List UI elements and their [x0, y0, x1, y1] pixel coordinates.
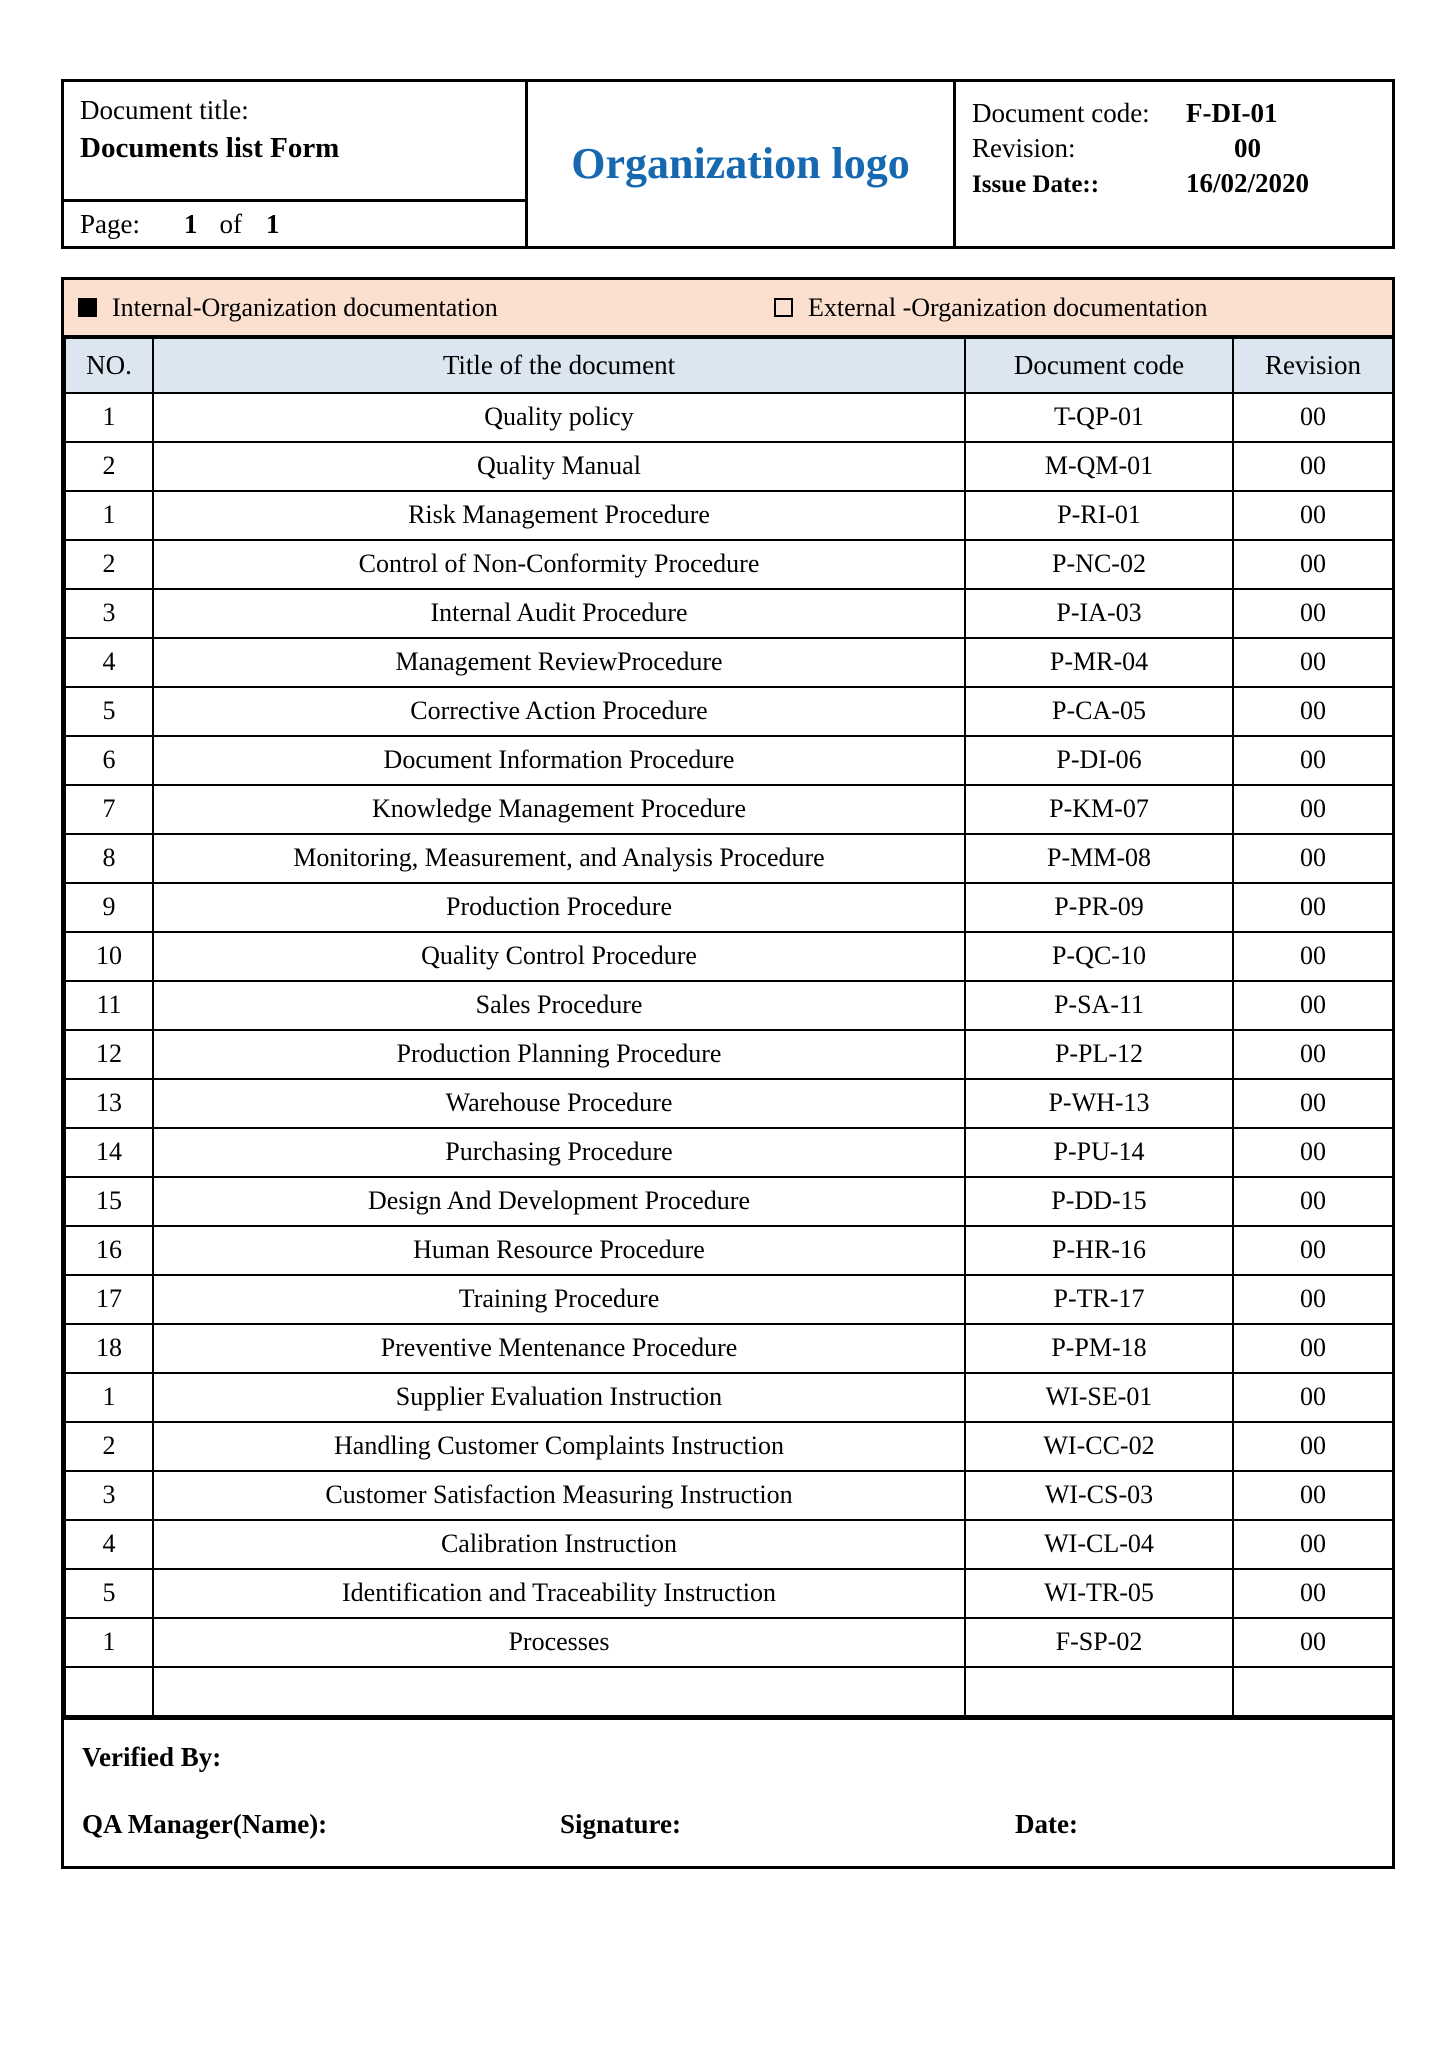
table-row [65, 1471, 1393, 1520]
row-revision: 00 [1233, 1324, 1393, 1373]
row-revision: 00 [1233, 1618, 1393, 1667]
row-revision: 00 [1233, 1030, 1393, 1079]
row-no: 3 [65, 589, 153, 638]
external-documentation-label: External -Organization documentation [808, 292, 1208, 322]
page-indicator [64, 202, 525, 246]
row-title: Internal Audit Procedure [153, 589, 965, 638]
row-title: Knowledge Management Procedure [153, 785, 965, 834]
table-row [65, 1422, 1393, 1471]
row-code: WI-SE-01 [965, 1373, 1233, 1422]
document-title-value: Documents list Form [80, 131, 340, 164]
row-code: P-HR-16 [965, 1226, 1233, 1275]
table-row [65, 638, 1393, 687]
row-revision: 00 [1233, 1275, 1393, 1324]
row-no: 14 [65, 1128, 153, 1177]
row-title: Handling Customer Complaints Instruction [153, 1422, 965, 1471]
row-no [65, 1667, 153, 1716]
table-header-row [65, 338, 1393, 393]
row-revision: 00 [1233, 638, 1393, 687]
row-code: WI-CL-04 [965, 1520, 1233, 1569]
row-code: P-KM-07 [965, 785, 1233, 834]
row-no: 5 [65, 687, 153, 736]
row-title: Calibration Instruction [153, 1520, 965, 1569]
row-title: Quality policy [153, 393, 965, 442]
row-revision: 00 [1233, 687, 1393, 736]
row-title: Design And Development Procedure [153, 1177, 965, 1226]
document-code-value: F-DI-01 [1186, 98, 1278, 128]
row-revision: 00 [1233, 1079, 1393, 1128]
table-row [65, 1520, 1393, 1569]
row-revision: 00 [1233, 785, 1393, 834]
row-revision: 00 [1233, 883, 1393, 932]
table-row [65, 736, 1393, 785]
row-code: P-SA-11 [965, 981, 1233, 1030]
row-code: WI-CC-02 [965, 1422, 1233, 1471]
row-code: P-MM-08 [965, 834, 1233, 883]
verified-by-label: Verified By: [82, 1742, 222, 1772]
organization-logo-text: Organization logo [571, 138, 910, 188]
row-code: P-IA-03 [965, 589, 1233, 638]
table-row [65, 981, 1393, 1030]
row-code: P-DI-06 [965, 736, 1233, 785]
page-label: Page: [80, 208, 140, 239]
row-no: 18 [65, 1324, 153, 1373]
table-row [65, 589, 1393, 638]
row-revision: 00 [1233, 393, 1393, 442]
row-no: 16 [65, 1226, 153, 1275]
table-row [65, 1324, 1393, 1373]
table-row [65, 540, 1393, 589]
row-code: P-DD-15 [965, 1177, 1233, 1226]
row-title: Supplier Evaluation Instruction [153, 1373, 965, 1422]
row-revision: 00 [1233, 736, 1393, 785]
table-row [65, 785, 1393, 834]
row-revision: 00 [1233, 1226, 1393, 1275]
checkbox-empty-icon[interactable] [774, 298, 793, 317]
documents-table-head [65, 338, 1393, 393]
internal-documentation-option[interactable] [78, 293, 498, 323]
row-title: Management ReviewProcedure [153, 638, 965, 687]
row-title: Quality Control Procedure [153, 932, 965, 981]
table-row [65, 1373, 1393, 1422]
row-revision: 00 [1233, 1422, 1393, 1471]
row-title: Production Procedure [153, 883, 965, 932]
row-no: 11 [65, 981, 153, 1030]
row-revision: 00 [1233, 1471, 1393, 1520]
column-header-revision: Revision [1233, 338, 1393, 393]
row-code: P-NC-02 [965, 540, 1233, 589]
row-code: P-CA-05 [965, 687, 1233, 736]
row-title: Preventive Mentenance Procedure [153, 1324, 965, 1373]
issue-date-label: Issue Date:: [972, 171, 1100, 199]
header-title-block [64, 82, 525, 202]
row-no: 17 [65, 1275, 153, 1324]
row-no: 4 [65, 638, 153, 687]
row-title: Warehouse Procedure [153, 1079, 965, 1128]
row-code: P-PU-14 [965, 1128, 1233, 1177]
external-documentation-option[interactable] [774, 293, 1208, 323]
row-revision: 00 [1233, 834, 1393, 883]
row-title: Customer Satisfaction Measuring Instruction [153, 1471, 965, 1520]
document-title-label: Document title: [80, 95, 249, 125]
table-row [65, 1079, 1393, 1128]
row-no: 6 [65, 736, 153, 785]
row-no: 2 [65, 442, 153, 491]
row-title [153, 1667, 965, 1716]
issue-date-value: 16/02/2020 [1186, 168, 1310, 199]
revision-row [972, 131, 1392, 166]
table-row [65, 1226, 1393, 1275]
row-no: 8 [65, 834, 153, 883]
header-meta-cell [956, 82, 1392, 246]
row-code: F-SP-02 [965, 1618, 1233, 1667]
row-title: Corrective Action Procedure [153, 687, 965, 736]
row-title: Training Procedure [153, 1275, 965, 1324]
row-code: P-PL-12 [965, 1030, 1233, 1079]
documents-table [64, 337, 1394, 1717]
row-code: T-QP-01 [965, 393, 1233, 442]
row-code: WI-CS-03 [965, 1471, 1233, 1520]
document-code-label: Document code: [972, 98, 1150, 128]
table-row [65, 834, 1393, 883]
row-no: 1 [65, 1618, 153, 1667]
table-row [65, 1177, 1393, 1226]
table-row [65, 442, 1393, 491]
column-header-code: Document code [965, 338, 1233, 393]
row-code: P-PR-09 [965, 883, 1233, 932]
table-row [65, 491, 1393, 540]
row-no: 10 [65, 932, 153, 981]
issue-date-row [972, 166, 1392, 202]
signoff-fields-row [82, 1809, 1392, 1840]
row-title: Identification and Traceability Instruction [153, 1569, 965, 1618]
table-row [65, 1030, 1393, 1079]
checkbox-checked-icon[interactable] [78, 298, 97, 317]
page-total: 1 [266, 208, 280, 239]
row-title: Document Information Procedure [153, 736, 965, 785]
column-header-title: Title of the document [153, 338, 965, 393]
row-no: 7 [65, 785, 153, 834]
row-no: 4 [65, 1520, 153, 1569]
row-no: 2 [65, 1422, 153, 1471]
document-code-row [972, 96, 1392, 131]
row-revision: 00 [1233, 1373, 1393, 1422]
table-row [65, 1667, 1393, 1716]
row-title: Sales Procedure [153, 981, 965, 1030]
row-code [965, 1667, 1233, 1716]
row-code: WI-TR-05 [965, 1569, 1233, 1618]
row-code: P-TR-17 [965, 1275, 1233, 1324]
revision-value: 00 [1234, 133, 1261, 164]
row-no: 1 [65, 1373, 153, 1422]
organization-logo-cell [528, 82, 956, 246]
documentation-scope-row [64, 280, 1392, 337]
row-title: Processes [153, 1618, 965, 1667]
row-title: Monitoring, Measurement, and Analysis Procedure [153, 834, 965, 883]
row-revision: 00 [1233, 491, 1393, 540]
row-no: 2 [65, 540, 153, 589]
signature-label: Signature: [560, 1809, 682, 1839]
qa-manager-label: QA Manager(Name): [82, 1809, 328, 1839]
table-row [65, 1569, 1393, 1618]
row-revision: 00 [1233, 1177, 1393, 1226]
row-title: Production Planning Procedure [153, 1030, 965, 1079]
revision-label: Revision: [972, 133, 1076, 164]
date-label: Date: [1015, 1809, 1078, 1839]
page-number: 1 [184, 208, 198, 239]
row-code: P-WH-13 [965, 1079, 1233, 1128]
row-revision: 00 [1233, 442, 1393, 491]
row-title: Purchasing Procedure [153, 1128, 965, 1177]
row-no: 1 [65, 491, 153, 540]
table-row [65, 1275, 1393, 1324]
table-row [65, 393, 1393, 442]
row-no: 13 [65, 1079, 153, 1128]
page-of-label: of [219, 208, 242, 239]
row-title: Quality Manual [153, 442, 965, 491]
row-title: Human Resource Procedure [153, 1226, 965, 1275]
table-row [65, 1128, 1393, 1177]
table-row [65, 932, 1393, 981]
row-revision: 00 [1233, 1520, 1393, 1569]
row-no: 1 [65, 393, 153, 442]
row-code: M-QM-01 [965, 442, 1233, 491]
row-no: 15 [65, 1177, 153, 1226]
row-no: 9 [65, 883, 153, 932]
row-no: 5 [65, 1569, 153, 1618]
row-revision [1233, 1667, 1393, 1716]
table-row [65, 1618, 1393, 1667]
documents-list-block [61, 277, 1395, 1869]
table-row [65, 687, 1393, 736]
row-revision: 00 [1233, 1128, 1393, 1177]
row-revision: 00 [1233, 589, 1393, 638]
row-no: 12 [65, 1030, 153, 1079]
row-title: Control of Non-Conformity Procedure [153, 540, 965, 589]
table-row [65, 883, 1393, 932]
row-code: P-PM-18 [965, 1324, 1233, 1373]
header-title-cell [64, 82, 528, 246]
row-title: Risk Management Procedure [153, 491, 965, 540]
column-header-no: NO. [65, 338, 153, 393]
row-revision: 00 [1233, 932, 1393, 981]
row-no: 3 [65, 1471, 153, 1520]
row-code: P-RI-01 [965, 491, 1233, 540]
row-revision: 00 [1233, 540, 1393, 589]
documents-table-body [65, 393, 1393, 1716]
row-revision: 00 [1233, 1569, 1393, 1618]
signoff-section [64, 1717, 1392, 1866]
document-header [61, 79, 1395, 249]
row-code: P-QC-10 [965, 932, 1233, 981]
row-code: P-MR-04 [965, 638, 1233, 687]
row-revision: 00 [1233, 981, 1393, 1030]
internal-documentation-label: Internal-Organization documentation [112, 292, 498, 322]
